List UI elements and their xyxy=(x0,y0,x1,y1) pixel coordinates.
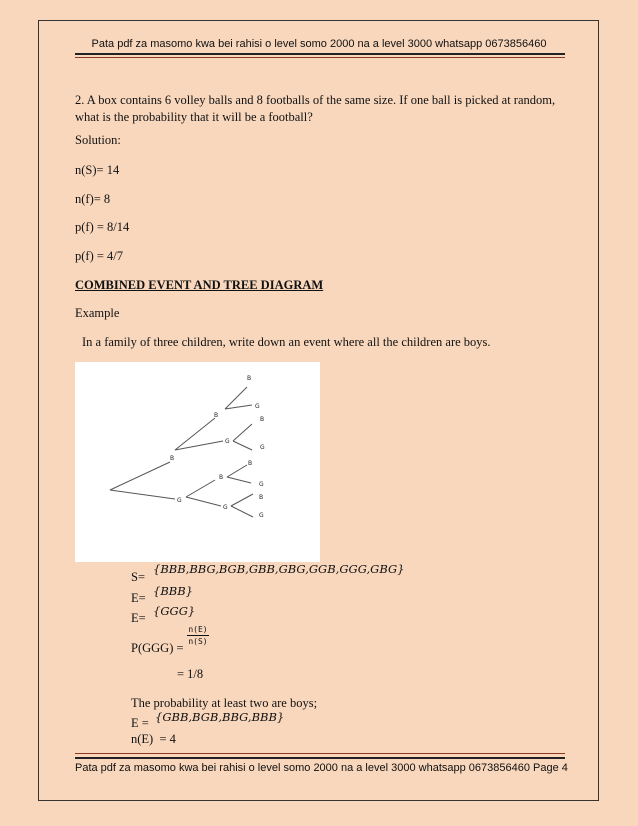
tree-branch xyxy=(110,490,175,499)
tree-node-label: G xyxy=(225,438,230,445)
solution-line: p(f) = 8/14 xyxy=(75,220,130,234)
event-label: E = xyxy=(131,716,149,730)
header-rule-accent xyxy=(75,57,565,58)
event-label: E= xyxy=(131,591,146,605)
tree-node-label: G xyxy=(255,403,260,410)
tree-branch xyxy=(175,441,223,450)
tree-node-label: G xyxy=(260,444,265,451)
tree-node-label: B xyxy=(260,416,265,423)
tree-node-label: G xyxy=(259,512,264,519)
at-least-two-boys-note: The probability at least two are boys; xyxy=(131,696,318,710)
event-label: E= xyxy=(131,611,146,625)
footer-rule xyxy=(75,757,565,759)
tree-node-label: B xyxy=(214,412,219,419)
fraction-bar xyxy=(187,635,209,636)
tree-branch xyxy=(175,418,215,450)
probability-result: = 1/8 xyxy=(177,667,204,681)
solution-label: Solution: xyxy=(75,133,121,147)
tree-branch xyxy=(231,506,253,517)
solution-line: p(f) = 4/7 xyxy=(75,249,124,263)
tree-node-label: B xyxy=(247,375,252,382)
tree-diagram-svg xyxy=(75,362,320,562)
solution-line: n(S)= 14 xyxy=(75,163,120,177)
tree-node-label: B xyxy=(248,460,253,467)
fraction-numerator: n(E) xyxy=(188,625,208,634)
example-label: Example xyxy=(75,306,120,320)
solution-line: n(f)= 8 xyxy=(75,192,111,206)
fraction-denominator: n(S) xyxy=(188,637,208,646)
tree-branch xyxy=(186,497,221,506)
tree-node-label: G xyxy=(223,504,228,511)
page-header: Pata pdf za masomo kwa bei rahisi o level somo 2000 na a level 3000 whatsapp 0673856460 xyxy=(91,38,547,50)
question-text: 2. A box contains 6 volley balls and 8 footballs of the same size. If one ball is picked at random, what is the probability that it will be a football? xyxy=(75,93,556,124)
tree-node-label: G xyxy=(177,497,182,504)
example-text: In a family of three children, write down an event where all the children are boys. xyxy=(82,335,491,349)
event-set: {GBB,BGB,BBG,BBB} xyxy=(155,710,285,724)
tree-branch xyxy=(225,387,247,409)
section-heading: COMBINED EVENT AND TREE DIAGRAM xyxy=(75,278,324,292)
tree-node-label: B xyxy=(170,455,175,462)
tree-branch xyxy=(186,480,215,497)
header-rule xyxy=(75,53,565,55)
footer-rule-accent xyxy=(75,753,565,754)
sample-space-set: {BBB,BBG,BGB,GBB,GBG,GGB,GGG,GBG} xyxy=(153,562,405,576)
sample-space-label: S= xyxy=(131,570,146,584)
tree-node-label: B xyxy=(259,494,264,501)
event-set: {GGG} xyxy=(153,604,196,618)
probability-label: P(GGG) = xyxy=(131,641,184,655)
tree-branch xyxy=(227,477,251,483)
event-set: {BBB} xyxy=(153,584,193,598)
event-count: n(E) = 4 xyxy=(131,732,176,746)
tree-branch xyxy=(110,462,170,490)
tree-node-label: G xyxy=(259,481,264,488)
page-footer: Pata pdf za masomo kwa bei rahisi o level somo 2000 na a level 3000 whatsapp 0673856460 Page 4 xyxy=(75,762,568,774)
tree-node-label: B xyxy=(219,474,224,481)
tree-branch xyxy=(233,424,252,441)
tree-branch xyxy=(231,494,253,506)
tree-branch xyxy=(227,465,247,477)
tree-diagram xyxy=(75,362,320,562)
tree-branch xyxy=(233,441,252,450)
